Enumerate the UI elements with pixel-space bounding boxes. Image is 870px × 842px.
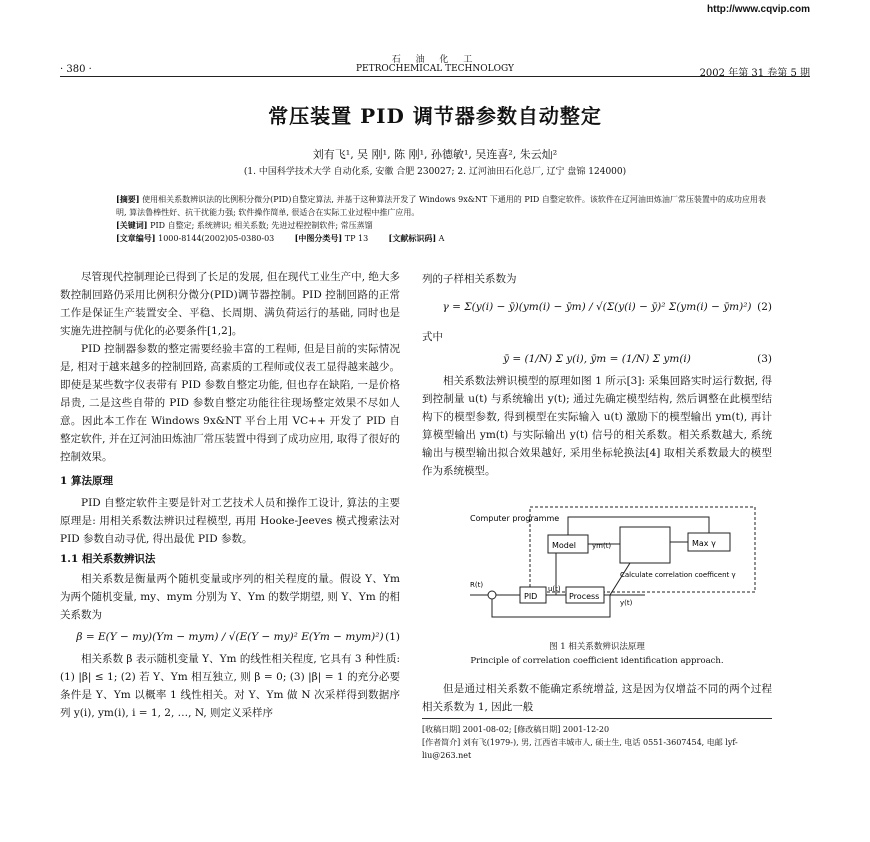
paragraph: PID 自整定软件主要是针对工艺技术人员和操作工设计, 算法的主要原理是: 用相关系数法辨识过程模型, 再用 Hooke-Jeeves 模式搜索法对 PID 参数自动寻优, 得出最优 PID 参数。 bbox=[60, 497, 400, 545]
abstract bbox=[116, 193, 776, 219]
subsection-heading: 1.1 相关系数辨识法 bbox=[60, 553, 156, 565]
paragraph: 但是通过相关系数不能确定系统增益, 这是因为仅增益不同的两个过程相关系数为 1, 因此一般 bbox=[422, 683, 772, 713]
doc-code: A bbox=[438, 234, 445, 243]
equation-text: β = E(Y − my)(Ym − mym) / √(E(Y − my)² E(Ym − mym)²) bbox=[76, 631, 384, 643]
paragraph: PID 控制器参数的整定需要经验丰富的工程师, 但是目前的实际情况是, 相对于越来越多的控制回路, 高素质的工程师或仪表工显得越来越少。即使是某些数字仪表带有 PID 参数自整定功能, 但也存在缺陷, 一是价格昂贵, 二是这些自带的 PID 参数自整定功能往往现场整定效果不尽如人意。因此本工作在 Windows 9x&NT 平台上用 VC++ 开发了 PID 自整定软件, 并在辽河油田炼油厂常压装置中得到了成功应用, 取得了很好的控制效果。 bbox=[60, 343, 400, 463]
equation-3 bbox=[422, 350, 772, 368]
article-no: 1000-8144(2002)05-0380-03 bbox=[158, 234, 275, 243]
received-date: [收稿日期] 2001-08-02; [修改稿日期] 2001-12-20 bbox=[422, 725, 610, 734]
model-label: Model bbox=[552, 541, 577, 550]
journal-name-cn: 石 油 化 工 bbox=[391, 55, 479, 65]
equation-number: (3) bbox=[757, 353, 772, 365]
page-number: · 380 · bbox=[60, 64, 92, 75]
keywords-text: PID 自整定; 系统辨识; 相关系数; 先进过程控制软件; 常压蒸馏 bbox=[150, 221, 373, 230]
equation-text: ȳ = (1/N) Σ y(i), ȳm = (1/N) Σ ym(i) bbox=[503, 353, 691, 365]
rt-label: R(t) bbox=[470, 581, 484, 589]
paper-title: 常压装置 PID 调节器参数自动整定 bbox=[268, 104, 602, 128]
left-column bbox=[60, 268, 400, 722]
paragraph: 相关系数 β 表示随机变量 Y、Ym 的线性相关程度, 它具有 3 种性质: (1) |β| ≤ 1; (2) 若 Y、Ym 相互独立, 则 β = 0; (3) |β| = 1 的充分必要条件是 Y、Ym 以概率 1 线性相关。对 Y、Ym 做 N 次采样得到数据序列 y(i), ym(i), i = 1, 2, …, N, 则定义采样序 bbox=[60, 653, 400, 719]
calc-block bbox=[620, 527, 670, 563]
equation-2 bbox=[422, 298, 772, 316]
max-label: Max γ bbox=[692, 539, 716, 548]
equation-1 bbox=[60, 628, 400, 646]
figure-caption bbox=[422, 640, 772, 668]
paragraph: 相关系数法辨识模型的原理如图 1 所示[3]: 采集回路实时运行数据, 得到控制量 u(t) 与系统输出 y(t); 通过先确定模型结构, 然后调整在此模型结构下的模型参数, 得到模型在实际输入 u(t) 激励下的模型输出 ym(t), 再计算模型输出 ym(t) 与实际输出 y(t) 信号的相关系数。相关系数越大, 系统输出与模型输出拟合效果越好, 采用坐标轮换法[4] 取相关系数最大的模型作为系统模型。 bbox=[422, 375, 772, 477]
authors: 刘有飞¹, 吴 刚¹, 陈 刚¹, 孙德敏¹, 吴连喜², 朱云灿² bbox=[312, 148, 558, 161]
article-no-label: [文章编号] bbox=[116, 233, 156, 243]
footnote bbox=[422, 718, 772, 762]
doc-label: [文献标识码] bbox=[388, 233, 437, 243]
equation-number: (2) bbox=[757, 301, 772, 313]
class-label: [中图分类号] bbox=[294, 233, 343, 243]
paragraph: 尽管现代控制理论已得到了长足的发展, 但在现代工业生产中, 绝大多数控制回路仍采用比例积分微分(PID)调节器控制。PID 控制回路的正常工作是保证生产装置安全、平稳、长周期、满负荷运行的基础, 同时也是实施先进控制与优化的必要条件[1,2]。 bbox=[60, 271, 400, 337]
process-label: Process bbox=[569, 592, 600, 601]
right-column-bottom bbox=[422, 680, 772, 716]
keywords-label: [关键词] bbox=[116, 220, 148, 230]
abstract-text: 使用相关系数辨识法的比例积分微分(PID)自整定算法, 并基于这种算法开发了 Windows 9x&NT 下通用的 PID 自整定软件。该软件在辽河油田炼油厂常压装置中的成功应用表明, 算法鲁棒性好、抗干扰能力强; 软件操作简单, 很适合在实际工业过程中推广应用。 bbox=[116, 195, 766, 217]
volume-issue: 2002 年第 31 卷第 5 期 bbox=[699, 68, 810, 79]
yt-label: y(t) bbox=[620, 599, 633, 607]
section-heading: 1 算法原理 bbox=[60, 475, 113, 487]
paragraph: 列的子样相关系数为 bbox=[422, 273, 517, 285]
caption-cn: 图 1 相关系数辨识法原理 bbox=[549, 642, 645, 652]
author-bio: [作者简介] 刘有飞(1979-), 男, 江西省丰城市人, 硕士生, 电话 0551-3607454, 电邮 lyf-liu@263.net bbox=[422, 738, 738, 760]
article-meta bbox=[116, 232, 776, 245]
equation-number: (1) bbox=[385, 631, 400, 643]
calc-label: Calculate correlation coefficent γ bbox=[620, 571, 736, 579]
journal-name-en: PETROCHEMICAL TECHNOLOGY bbox=[356, 64, 514, 74]
page-header bbox=[60, 52, 810, 77]
ut-label: u(t) bbox=[548, 585, 561, 593]
summing-junction bbox=[488, 591, 496, 599]
abstract-label: [摘要] bbox=[116, 194, 140, 204]
right-column bbox=[422, 270, 772, 480]
watermark-url: http://www.cqvip.com bbox=[707, 4, 810, 15]
computer-label: Computer programme bbox=[470, 514, 560, 523]
pid-label: PID bbox=[524, 592, 538, 601]
class-no: TP 13 bbox=[344, 234, 369, 243]
paragraph: 相关系数是衡量两个随机变量或序列的相关程度的量。假设 Y、Ym 为两个随机变量, my、mym 分别为 Y、Ym 的数学期望, 则 Y、Ym 的相关系数为 bbox=[60, 573, 400, 621]
where-label: 式中 bbox=[422, 331, 443, 343]
affiliations: (1. 中国科学技术大学 自动化系, 安徽 合肥 230027; 2. 辽河油田石化总厂, 辽宁 盘锦 124000) bbox=[243, 167, 627, 177]
figure-1-diagram bbox=[470, 505, 760, 635]
abstract-block bbox=[116, 193, 776, 245]
ym-label: ym(t) bbox=[592, 542, 612, 550]
equation-text: γ = Σ(y(i) − ȳ)(ym(i) − ȳm) / √(Σ(y(i) − ȳ)² Σ(ym(i) − ȳm)²) bbox=[442, 301, 752, 313]
caption-en: Principle of correlation coefficient identification approach. bbox=[470, 656, 724, 666]
keywords bbox=[116, 219, 776, 232]
